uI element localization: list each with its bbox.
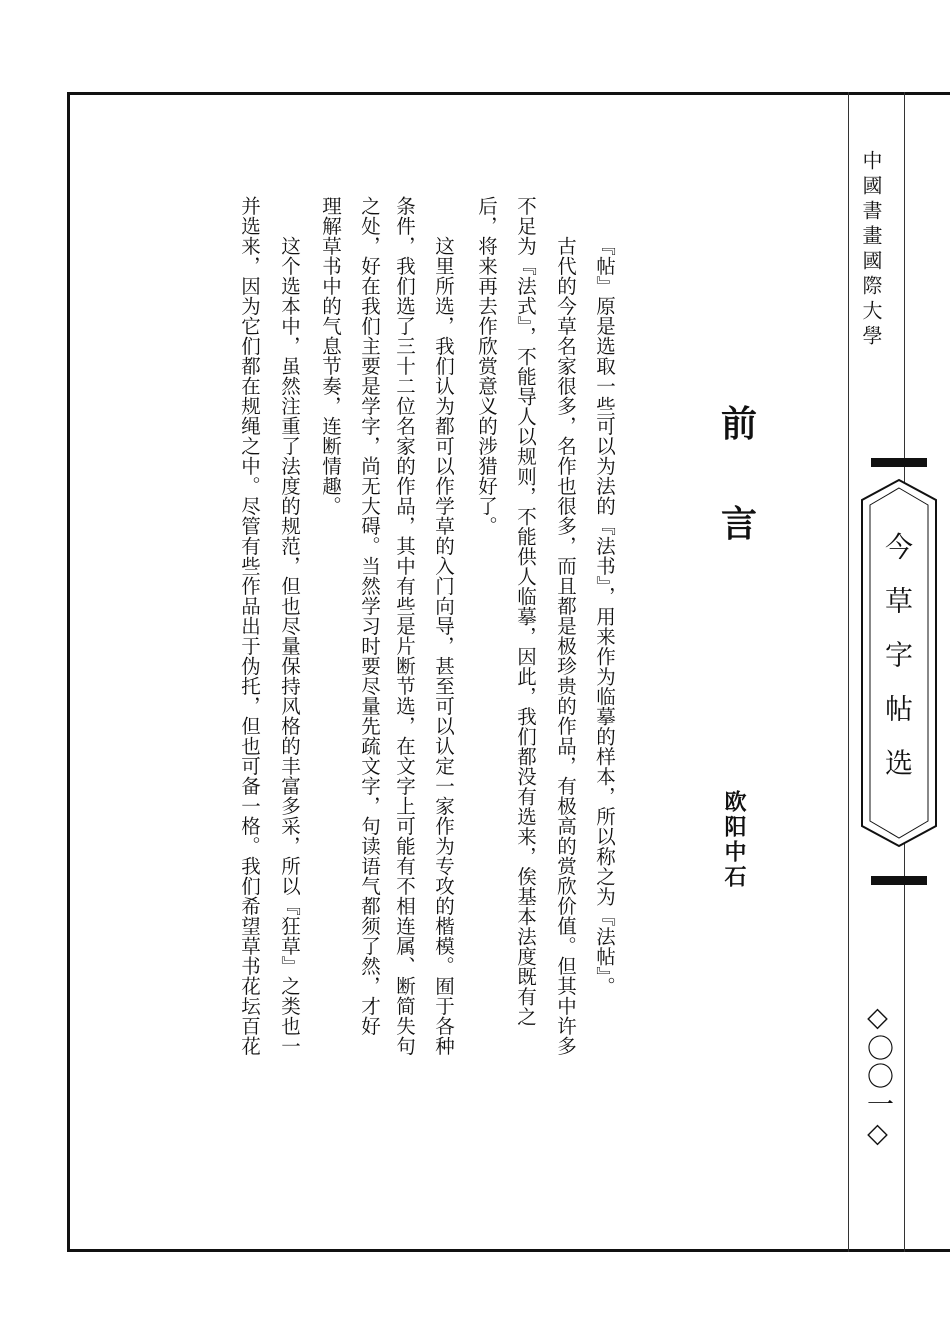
- heading-char-yan: 言: [720, 503, 757, 545]
- body-column-1: 『帖』原是选取一些可以为法的『法书』，用来作为临摹的样本，所以称之为『法帖』。: [593, 236, 616, 997]
- series-title: 中國書畫國際大學: [859, 150, 883, 350]
- page-number: ◇〇〇一◇: [862, 1002, 893, 1150]
- body-column-8: 理解草书中的气息节奏，连断情趣。: [319, 196, 342, 516]
- heading-char-qian: 前: [720, 403, 757, 445]
- body-column-6: 条件，我们选了三十二位名家的作品，其中有些是片断节选，在文字上可能有不相连属、断简失句: [393, 196, 416, 1056]
- body-column-5: 这里所选，我们认为都可以作学草的入门向导，甚至可以认定一家作为专攻的楷模。囿于各种: [432, 236, 455, 1056]
- page-frame: [67, 92, 950, 1252]
- body-column-2: 古代的今草名家很多，名作也很多，而且都是极珍贵的作品，有极高的赏欣价值。但其中许多: [554, 236, 577, 1056]
- body-column-3: 不足为『法式』，不能导人以规则，不能供人临摹，因此，我们都没有选来，俟基本法度既有之: [514, 196, 537, 1027]
- body-column-4: 后，将来再去作欣赏意义的涉猎好了。: [475, 196, 498, 536]
- banner-bottom-bar: [871, 876, 927, 885]
- body-column-10: 并选来，因为它们都在规绳之中。尽管有些作品出于伪托，但也可备一格。我们希望草书花坛百花: [238, 196, 261, 1056]
- banner-top-bar: [871, 458, 927, 467]
- margin-rule-inner: [848, 92, 849, 1252]
- body-column-9: 这个选本中，虽然注重了法度的规范，但也尽量保持风格的丰富多采，所以『狂草』之类也一: [278, 236, 301, 1056]
- book-title: 今草字帖选: [881, 532, 914, 802]
- body-column-7: 之处，好在我们主要是学字，尚无大碍。当然学习时要尽量先疏文字，句读语气都须了然，才好: [358, 196, 381, 1036]
- author-name: 欧阳中石: [721, 790, 747, 890]
